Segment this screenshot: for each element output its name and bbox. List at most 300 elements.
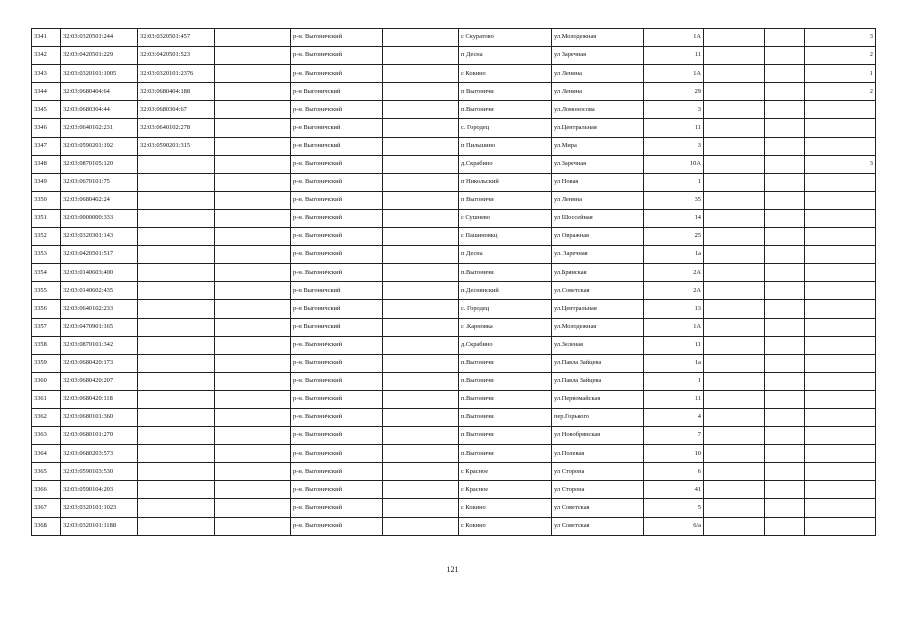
district-cell: р-н. Выгоничский [291,173,383,191]
street-cell: ул.Мира [552,137,644,155]
street-cell: ул Сторона [552,463,644,481]
empty-cell [765,29,805,47]
empty-cell [704,264,765,282]
empty-cell [704,155,765,173]
row-number-cell: 3353 [32,246,61,264]
parent-cadastral-number-cell: 32:03:0320101:2376 [138,65,215,83]
empty-cell [383,65,459,83]
street-cell: ул.Советская [552,282,644,300]
parent-cadastral-number-cell [138,372,215,390]
street-cell: ул Новая [552,173,644,191]
locality-cell: с Скуратово [459,29,552,47]
row-number-cell: 3367 [32,499,61,517]
street-cell: ул Шоссейная [552,209,644,227]
row-number-cell: 3349 [32,173,61,191]
row-number-cell: 3360 [32,372,61,390]
district-cell: р-н. Выгоничский [291,209,383,227]
value-cell: 3 [805,29,876,47]
empty-cell [383,264,459,282]
locality-cell: п Никольский [459,173,552,191]
cadastral-number-cell: 32:03:0680420:207 [61,372,138,390]
parent-cadastral-number-cell [138,517,215,535]
locality-cell: п.Выгоничи [459,408,552,426]
empty-cell [215,137,291,155]
row-number-cell: 3343 [32,65,61,83]
row-number-cell: 3352 [32,228,61,246]
cadastral-number-cell: 32:03:0640102:233 [61,300,138,318]
value-cell [805,119,876,137]
empty-cell [215,517,291,535]
building-number-cell: 4 [644,408,704,426]
row-number-cell: 3351 [32,209,61,227]
parent-cadastral-number-cell: 32:03:0680304:67 [138,101,215,119]
locality-cell: п Десна [459,246,552,264]
empty-cell [765,445,805,463]
value-cell [805,427,876,445]
row-number-cell: 3341 [32,29,61,47]
value-cell [805,463,876,481]
value-cell: 2 [805,47,876,65]
cadastral-number-cell: 32:03:0680420:118 [61,390,138,408]
empty-cell [383,246,459,264]
empty-cell [765,65,805,83]
district-cell: р-н. Выгоничский [291,29,383,47]
district-cell: р-н. Выгоничский [291,445,383,463]
parent-cadastral-number-cell [138,300,215,318]
locality-cell: с Кокино [459,517,552,535]
street-cell: ул.Павла Зайцева [552,354,644,372]
empty-cell [765,137,805,155]
value-cell [805,372,876,390]
row-number-cell: 3354 [32,264,61,282]
parent-cadastral-number-cell [138,427,215,445]
locality-cell: д.Скрабино [459,336,552,354]
empty-cell [383,155,459,173]
district-cell: р-н. Выгоничский [291,517,383,535]
empty-cell [704,282,765,300]
table-row [32,119,876,137]
value-cell: 3 [805,155,876,173]
empty-cell [704,354,765,372]
parent-cadastral-number-cell: 32:03:0590201:315 [138,137,215,155]
district-cell: р-н. Выгоничский [291,155,383,173]
locality-cell: п.Выгоничи [459,354,552,372]
row-number-cell: 3348 [32,155,61,173]
street-cell: ул.Полевая [552,445,644,463]
building-number-cell: 3 [644,137,704,155]
locality-cell: п Пильшино [459,137,552,155]
empty-cell [704,228,765,246]
cadastral-number-cell: 32:03:0470901:165 [61,318,138,336]
cadastral-number-cell: 32:03:0640102:231 [61,119,138,137]
cadastral-number-cell: 32:03:0680101:360 [61,408,138,426]
cadastral-number-cell: 32:03:0870101:342 [61,336,138,354]
parent-cadastral-number-cell [138,481,215,499]
empty-cell [215,390,291,408]
table-row [32,209,876,227]
street-cell: ул Сторона [552,481,644,499]
empty-cell [704,408,765,426]
empty-cell [383,463,459,481]
table-row [32,354,876,372]
value-cell [805,445,876,463]
value-cell [805,246,876,264]
empty-cell [704,318,765,336]
cadastral-number-cell: 32:03:0680402:24 [61,191,138,209]
locality-cell: п Выгоничи [459,427,552,445]
cadastral-number-cell: 32:03:0680101:270 [61,427,138,445]
building-number-cell: 1а [644,246,704,264]
locality-cell: п.Выгоничи [459,390,552,408]
parent-cadastral-number-cell [138,408,215,426]
empty-cell [215,47,291,65]
page-number: 121 [446,565,459,574]
empty-cell [765,209,805,227]
street-cell: ул Овражная [552,228,644,246]
empty-cell [765,336,805,354]
empty-cell [215,372,291,390]
cadastral-number-cell: 32:03:0680203:573 [61,445,138,463]
row-number-cell: 3359 [32,354,61,372]
row-number-cell: 3342 [32,47,61,65]
empty-cell [765,499,805,517]
street-cell: ул.Центральная [552,119,644,137]
locality-cell: с Пашиновкц [459,228,552,246]
building-number-cell: 14 [644,209,704,227]
locality-cell: п.Деснянский [459,282,552,300]
district-cell: р-н Выгоничский [291,137,383,155]
parent-cadastral-number-cell [138,191,215,209]
parent-cadastral-number-cell [138,318,215,336]
parent-cadastral-number-cell [138,209,215,227]
empty-cell [765,155,805,173]
table-row [32,390,876,408]
value-cell [805,191,876,209]
table-row [32,481,876,499]
parent-cadastral-number-cell: 32:03:0320501:457 [138,29,215,47]
empty-cell [215,191,291,209]
empty-cell [765,481,805,499]
table-row [32,101,876,119]
empty-cell [383,83,459,101]
empty-cell [383,390,459,408]
row-number-cell: 3344 [32,83,61,101]
cadastral-number-cell: 32:03:0140603:400 [61,264,138,282]
empty-cell [765,354,805,372]
building-number-cell: 1А [644,29,704,47]
value-cell [805,209,876,227]
parent-cadastral-number-cell [138,336,215,354]
building-number-cell: 3 [644,101,704,119]
empty-cell [383,481,459,499]
parent-cadastral-number-cell [138,445,215,463]
empty-cell [704,209,765,227]
locality-cell: д.Скрабино [459,155,552,173]
empty-cell [704,173,765,191]
table-row [32,264,876,282]
empty-cell [704,29,765,47]
street-cell: ул Советская [552,499,644,517]
building-number-cell: 10 [644,445,704,463]
district-cell: р-н. Выгоничский [291,372,383,390]
table-row [32,137,876,155]
table-row [32,427,876,445]
table-row [32,408,876,426]
value-cell [805,282,876,300]
empty-cell [383,372,459,390]
street-cell: ул.Заречная [552,155,644,173]
empty-cell [704,372,765,390]
locality-cell: п.Выгоничи [459,264,552,282]
empty-cell [383,282,459,300]
table-row [32,173,876,191]
empty-cell [215,481,291,499]
building-number-cell: 2А [644,264,704,282]
street-cell: ул.Брянская [552,264,644,282]
table-row [32,372,876,390]
district-cell: р-н. Выгоничский [291,390,383,408]
empty-cell [215,336,291,354]
parent-cadastral-number-cell [138,246,215,264]
empty-cell [383,119,459,137]
building-number-cell: 41 [644,481,704,499]
building-number-cell: 1 [644,173,704,191]
building-number-cell: 6/a [644,517,704,535]
building-number-cell: 29 [644,83,704,101]
value-cell [805,354,876,372]
row-number-cell: 3346 [32,119,61,137]
table-row [32,499,876,517]
row-number-cell: 3355 [32,282,61,300]
building-number-cell: 13 [644,300,704,318]
street-cell: ул.Павла Зайцева [552,372,644,390]
row-number-cell: 3366 [32,481,61,499]
district-cell: р-н. Выгоничский [291,499,383,517]
locality-cell: с Красное [459,481,552,499]
cadastral-number-cell: 32:03:0870105:120 [61,155,138,173]
empty-cell [704,427,765,445]
district-cell: р-н. Выгоничский [291,427,383,445]
row-number-cell: 3362 [32,408,61,426]
cadastral-number-cell: 32:03:0590201:192 [61,137,138,155]
empty-cell [383,228,459,246]
empty-cell [383,47,459,65]
street-cell: ул.Первомайская [552,390,644,408]
district-cell: р-н. Выгоничский [291,65,383,83]
empty-cell [765,173,805,191]
empty-cell [765,318,805,336]
registry-table [31,28,876,536]
empty-cell [383,29,459,47]
cadastral-number-cell: 32:03:0420501:229 [61,47,138,65]
empty-cell [704,336,765,354]
empty-cell [383,427,459,445]
table-row [32,191,876,209]
district-cell: р-н. Выгоничский [291,481,383,499]
empty-cell [215,300,291,318]
empty-cell [704,101,765,119]
street-cell: ул Ленина [552,65,644,83]
empty-cell [704,119,765,137]
empty-cell [704,246,765,264]
empty-cell [704,137,765,155]
street-cell: ул.Центральная [552,300,644,318]
cadastral-number-cell: 32:03:0590103:530 [61,463,138,481]
row-number-cell: 3357 [32,318,61,336]
building-number-cell: 1А [644,65,704,83]
locality-cell: с Сушнево [459,209,552,227]
building-number-cell: 2А [644,282,704,300]
district-cell: р-н Выгоничский [291,300,383,318]
empty-cell [215,318,291,336]
table-row [32,318,876,336]
street-cell: ул.Ломоносова [552,101,644,119]
parent-cadastral-number-cell: 32:03:0640102:278 [138,119,215,137]
empty-cell [383,499,459,517]
cadastral-number-cell: 32:03:0320301:143 [61,228,138,246]
empty-cell [215,65,291,83]
empty-cell [704,47,765,65]
value-cell [805,137,876,155]
district-cell: р-н. Выгоничский [291,463,383,481]
table-row [32,47,876,65]
street-cell: ул.Молодежная [552,29,644,47]
value-cell: 2 [805,83,876,101]
row-number-cell: 3356 [32,300,61,318]
empty-cell [765,408,805,426]
parent-cadastral-number-cell: 32:03:0680404:188 [138,83,215,101]
cadastral-number-cell: 32:03:0140602:435 [61,282,138,300]
value-cell [805,517,876,535]
cadastral-number-cell: 32:03:0590104:203 [61,481,138,499]
empty-cell [765,427,805,445]
value-cell [805,101,876,119]
locality-cell: п Выгоничи [459,191,552,209]
building-number-cell: 1А [644,318,704,336]
district-cell: р-н. Выгоничский [291,228,383,246]
street-cell: ул Советская [552,517,644,535]
empty-cell [704,445,765,463]
row-number-cell: 3350 [32,191,61,209]
parent-cadastral-number-cell [138,264,215,282]
building-number-cell: 35 [644,191,704,209]
locality-cell: с Кокино [459,499,552,517]
empty-cell [215,155,291,173]
empty-cell [765,228,805,246]
locality-cell: п Выгоничи [459,83,552,101]
cadastral-number-cell: 32:03:0320501:244 [61,29,138,47]
empty-cell [383,318,459,336]
empty-cell [383,300,459,318]
parent-cadastral-number-cell [138,155,215,173]
street-cell: ул Ленина [552,191,644,209]
empty-cell [383,101,459,119]
registry-table-body [32,29,876,536]
district-cell: р-н. Выгоничский [291,101,383,119]
empty-cell [383,137,459,155]
table-row [32,83,876,101]
building-number-cell: 10А [644,155,704,173]
street-cell: ул Новобрянская [552,427,644,445]
value-cell: 1 [805,65,876,83]
value-cell [805,228,876,246]
empty-cell [383,209,459,227]
table-row [32,517,876,535]
value-cell [805,264,876,282]
parent-cadastral-number-cell [138,228,215,246]
empty-cell [704,65,765,83]
locality-cell: п.Выгоничи [459,372,552,390]
district-cell: р-н. Выгоничский [291,246,383,264]
row-number-cell: 3364 [32,445,61,463]
building-number-cell: 7 [644,427,704,445]
building-number-cell: 1 [644,372,704,390]
street-cell: ул. Заречная [552,246,644,264]
locality-cell: с Кокино [459,65,552,83]
locality-cell: п.Выгоничи [459,445,552,463]
table-row [32,336,876,354]
district-cell: р-н. Выгоничский [291,264,383,282]
empty-cell [215,209,291,227]
empty-cell [765,119,805,137]
cadastral-number-cell: 32:03:0670101:75 [61,173,138,191]
table-row [32,228,876,246]
empty-cell [765,282,805,300]
empty-cell [704,191,765,209]
cadastral-number-cell: 32:03:0320101:1023 [61,499,138,517]
table-row [32,282,876,300]
building-number-cell: 11 [644,47,704,65]
empty-cell [704,517,765,535]
value-cell [805,336,876,354]
value-cell [805,318,876,336]
district-cell: р-н. Выгоничский [291,191,383,209]
empty-cell [704,390,765,408]
empty-cell [765,300,805,318]
cadastral-number-cell: 32:03:0680420:173 [61,354,138,372]
empty-cell [765,517,805,535]
locality-cell: с. Городец [459,119,552,137]
empty-cell [765,264,805,282]
district-cell: р-н Выгоничский [291,282,383,300]
row-number-cell: 3363 [32,427,61,445]
empty-cell [704,463,765,481]
cadastral-number-cell: 32:03:0320101:1188 [61,517,138,535]
district-cell: р-н. Выгоничский [291,354,383,372]
district-cell: р-н. Выгоничский [291,408,383,426]
district-cell: р-н. Выгоничский [291,336,383,354]
street-cell: ул Ленина [552,83,644,101]
empty-cell [215,246,291,264]
table-row [32,29,876,47]
cadastral-number-cell: 32:03:0420501:517 [61,246,138,264]
empty-cell [215,101,291,119]
empty-cell [704,300,765,318]
street-cell: ул Заречная [552,47,644,65]
parent-cadastral-number-cell [138,499,215,517]
building-number-cell: 11 [644,336,704,354]
empty-cell [383,354,459,372]
empty-cell [765,463,805,481]
empty-cell [765,372,805,390]
empty-cell [215,282,291,300]
empty-cell [215,408,291,426]
locality-cell: п Десна [459,47,552,65]
empty-cell [704,481,765,499]
parent-cadastral-number-cell: 32:03:0420501:523 [138,47,215,65]
locality-cell: п.Выгоничи [459,101,552,119]
empty-cell [704,499,765,517]
